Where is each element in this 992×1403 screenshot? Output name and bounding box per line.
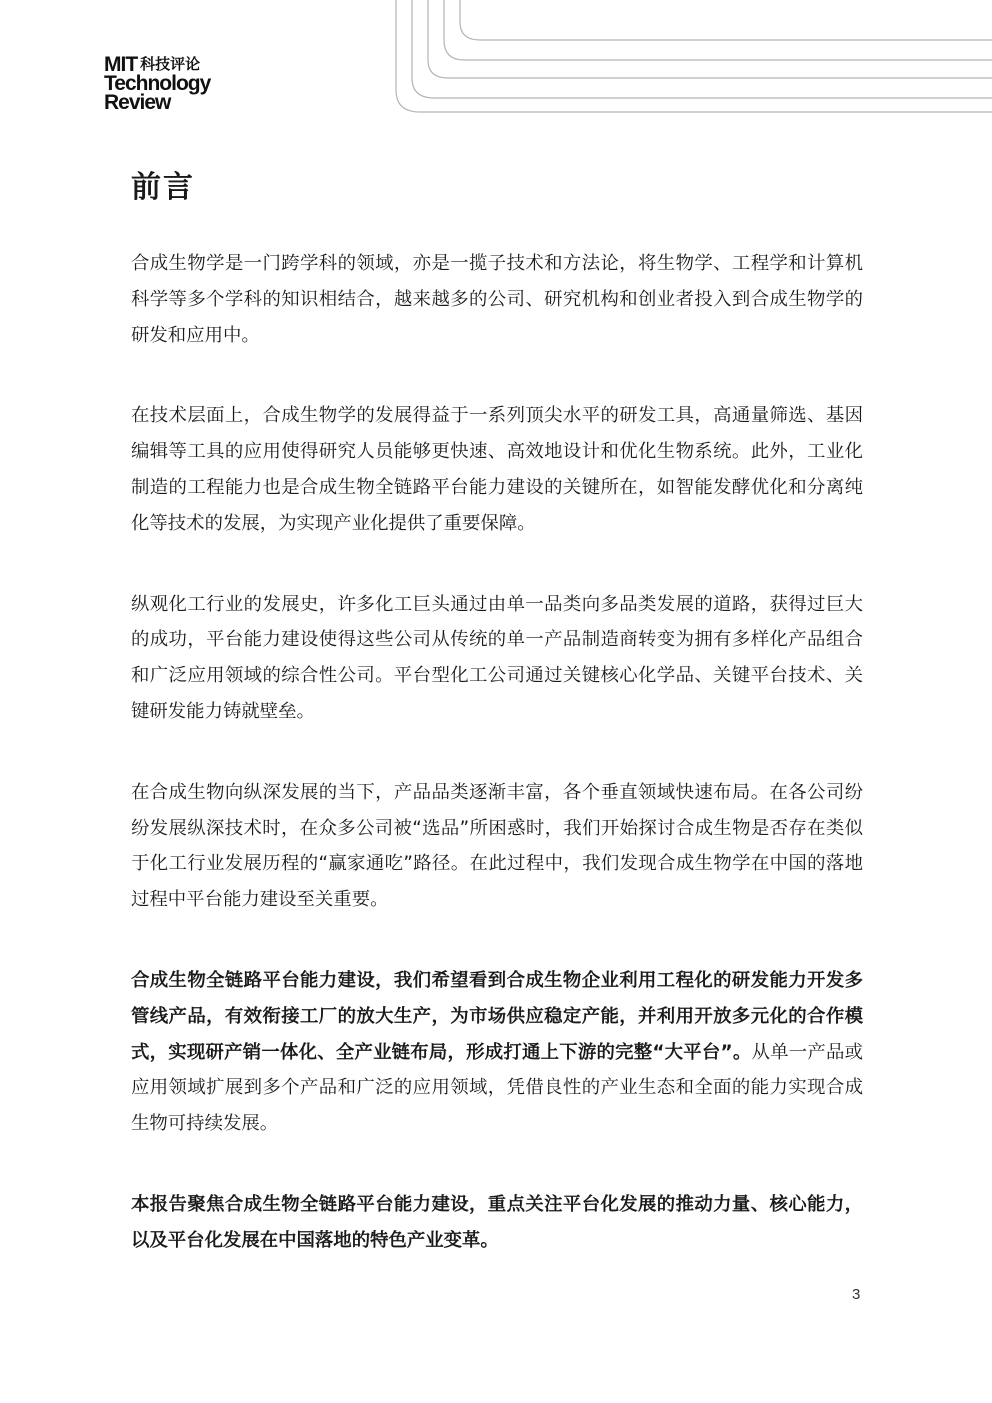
paragraph-1 (131, 246, 863, 353)
logo-line-2: Technology (104, 72, 211, 95)
page-number: 3 (852, 1286, 861, 1303)
paragraph-2-text: 在技术层面上，合成生物学的发展得益于一系列顶尖水平的研发工具，高通量筛选、基因编辑等工具的应用使得研究人员能够更快速、高效地设计和优化生物系统。此外，工业化制造的工程能力也是合成生物全链路平台能力建设的关键所在，如智能发酵优化和分离纯化等技术的发展，为实现产业化提供了重要保障。 (131, 405, 863, 534)
paragraph-3 (131, 587, 863, 730)
paragraph-3-text: 纵观化工行业的发展史，许多化工巨头通过由单一品类向多品类发展的道路，获得过巨大的成功，平台能力建设使得这些公司从传统的单一产品制造商转变为拥有多样化产品组合和广泛应用领域的综合性公司。平台型化工公司通过关键核心化学品、关键平台技术、关键研发能力铸就壁垒。 (131, 593, 863, 722)
paragraph-4 (131, 775, 863, 918)
paragraph-1-text: 合成生物学是一门跨学科的领域，亦是一揽子技术和方法论，将生物学、工程学和计算机科学等多个学科的知识相结合，越来越多的公司、研究机构和创业者投入到合成生物学的研发和应用中。 (131, 253, 863, 346)
paragraph-5 (131, 963, 863, 1142)
paragraph-5-emphasis: 合成生物全链路平台能力建设，我们希望看到合成生物企业利用工程化的研发能力开发多管线产品，有效衔接工厂的放大生产，为市场供应稳定产能，并利用开放多元化的合作模式，实现研产销一体化、全产业链布局，形成打通上下游的完整“大平台”。 (131, 969, 863, 1063)
body-content (131, 246, 863, 1304)
paragraph-2 (131, 398, 863, 541)
paragraph-6-emphasis: 本报告聚焦合成生物全链路平台能力建设，重点关注平台化发展的推动力量、核心能力，以及平台化发展在中国落地的特色产业变革。 (131, 1193, 863, 1251)
paragraph-4-text: 在合成生物向纵深发展的当下，产品品类逐渐丰富，各个垂直领域快速布局。在各公司纷纷发展纵深技术时，在众多公司被“选品”所困惑时，我们开始探讨合成生物是否存在类似于化工行业发展历程的“赢家通吃”路径。在此过程中，我们发现合成生物学在中国的落地过程中平台能力建设至关重要。 (131, 781, 863, 911)
decorative-corner-lines (390, 0, 992, 125)
paragraph-5-text: 从单一产品或应用领域扩展到多个产品和广泛的应用领域，凭借良性的产业生态和全面的能力实现合成生物可持续发展。 (131, 1041, 863, 1135)
logo-chinese: 科技评论 (140, 55, 201, 73)
mit-technology-review-logo (104, 55, 210, 112)
logo-mit: MIT (104, 53, 138, 76)
page-title: 前言 (131, 170, 195, 205)
logo-line-3: Review (104, 91, 171, 114)
paragraph-6 (131, 1187, 863, 1259)
